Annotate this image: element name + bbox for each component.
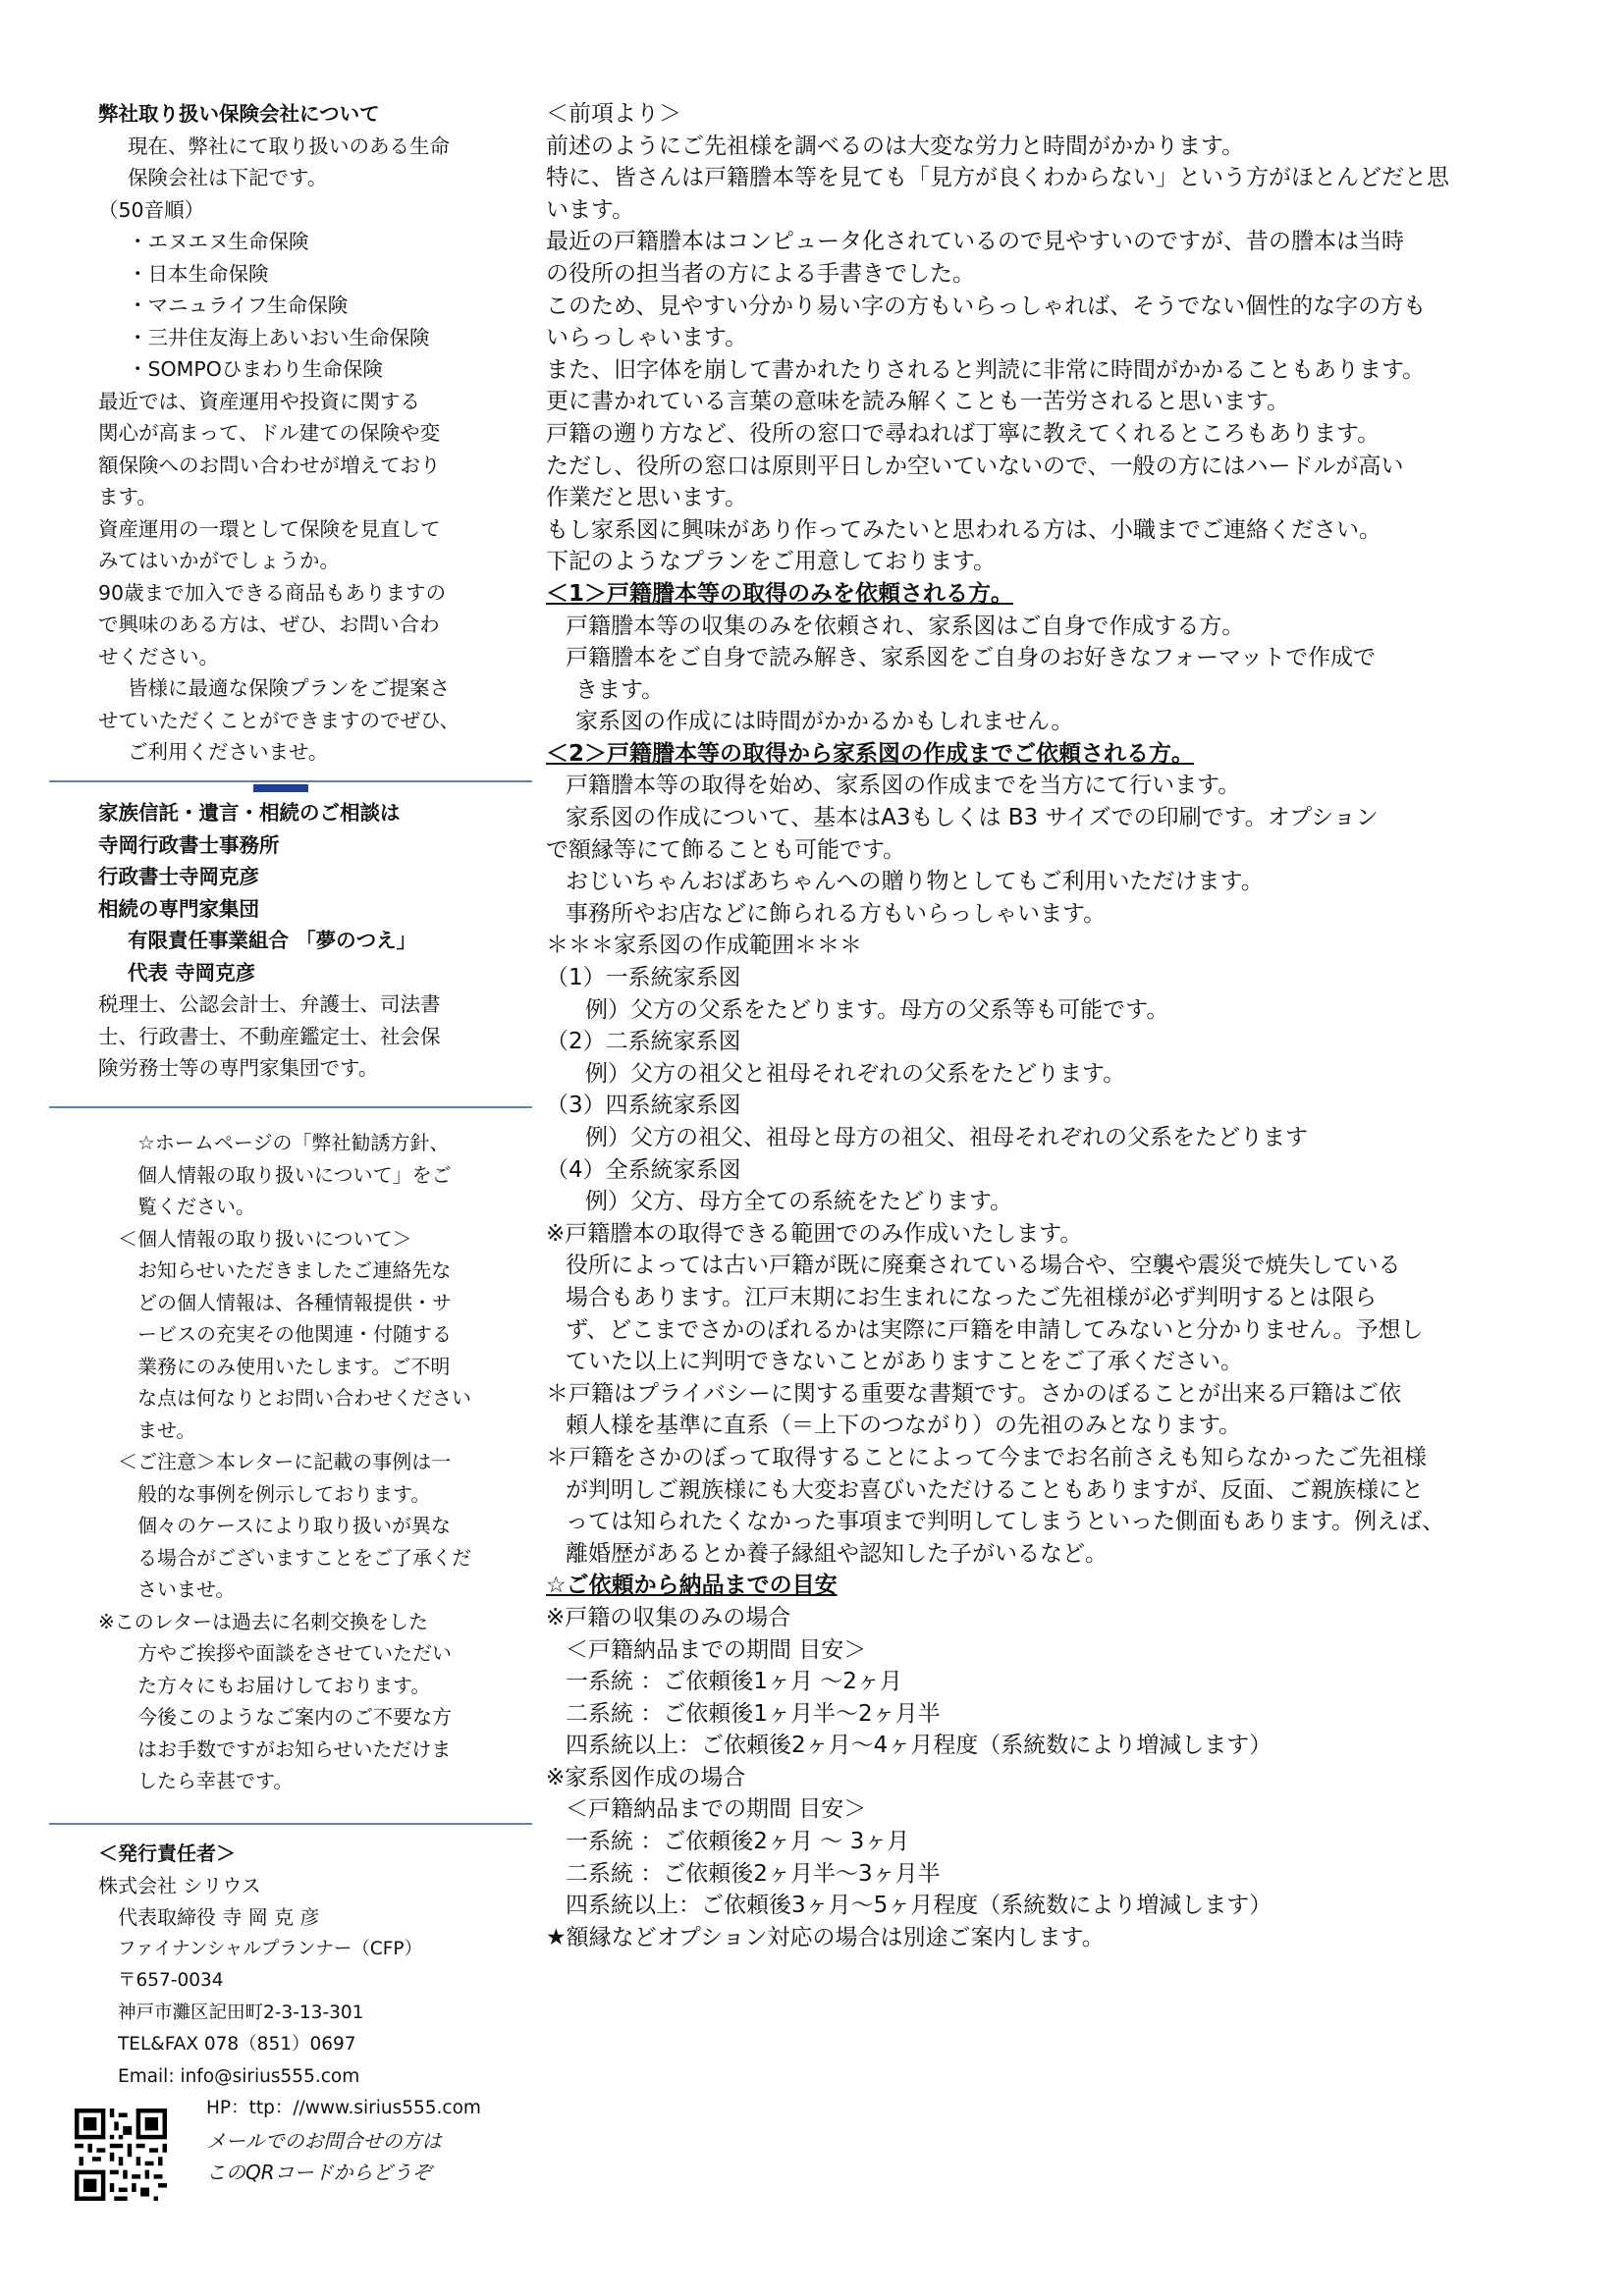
scope-head: （4）全系統家系図 — [546, 1156, 741, 1183]
publisher-email: Email: info@sirius555.com — [118, 2065, 360, 2087]
notice-text: 方やご挨拶や面談をさせていただい — [137, 1641, 452, 1665]
divider — [49, 1823, 532, 1825]
plan1-text: 戸籍謄本をご自身で読み解き、家系図をご自身のお好きなフォーマットで作成で — [566, 645, 1377, 671]
scope-title: ＊＊＊家系図の作成範囲＊＊＊ — [546, 933, 862, 959]
intro-text: また、旧字体を崩して書かれたりされると判読に非常に時間がかかることもあります。 — [546, 356, 1426, 383]
intro-text: 更に書かれている言葉の意味を読み解くことも一苦労されると思います。 — [546, 389, 1290, 415]
insurer-item: ・日本生命保険 — [128, 261, 269, 286]
intro-text: 最近の戸籍謄本はコンピュータ化されているので見やすいのですが、昔の謄本は当時 — [546, 229, 1404, 255]
publisher-zip: 〒657-0034 — [118, 1970, 224, 1991]
consult-heading: 相続の専門家集団 — [98, 896, 259, 921]
notice-text: したら幸甚です。 — [137, 1769, 294, 1792]
insurance-text: ご利用くださいませ。 — [128, 740, 329, 764]
intro-text: の役所の担当者の方による手書きでした。 — [546, 260, 975, 287]
divider — [49, 780, 532, 782]
insurer-item: ・マニュライフ生命保険 — [128, 294, 349, 317]
notice-text: ☆ホームページの「弊社勧誘方針、 — [137, 1131, 450, 1154]
notice-text: 業務にのみ使用いたします。ご不明 — [137, 1354, 451, 1378]
case2-sub: ＜戸籍納品までの期間 目安＞ — [566, 1796, 867, 1823]
notice-text: さいませ。 — [137, 1577, 236, 1601]
insurance-text: 皆様に最適な保険プランをご提案さ — [128, 676, 450, 700]
scope-example: 例）父方の祖父と祖母それぞれの父系をたどります。 — [585, 1060, 1126, 1087]
plan1-text: 戸籍謄本等の収集のみを依頼され、家系図はご自身で作成する方。 — [566, 613, 1245, 639]
case2-row: 四系統以上：ご依頼後3ヶ月～5ヶ月程度（系統数により増減します） — [566, 1893, 1272, 1919]
consult-heading: 有限責任事業組合 「夢のつえ」 — [128, 929, 417, 952]
qr-note: このQRコードからどうぞ — [206, 2161, 432, 2184]
note-text: 場合もあります。江戸末期にお生まれになったご先祖様が必ず判明するとは限ら — [566, 1284, 1378, 1310]
publisher-tel: TEL&FAX 078（851）0697 — [118, 2034, 356, 2055]
case2-row: 一系統 ：ご依頼後2ヶ月 ～ 3ヶ月 — [566, 1829, 910, 1855]
note-text: が判明しご親族様にも大変お喜びいただけることもありますが、反面、ご親族様にと — [566, 1476, 1424, 1503]
insurance-text: で興味のある方は、ぜひ、お問い合わ — [98, 613, 440, 636]
publisher-cfp: ファイナンシャルプランナー（CFP） — [118, 1938, 423, 1959]
consult-heading: 行政書士寺岡克彦 — [98, 865, 259, 888]
qr-code-icon[interactable] — [75, 2109, 167, 2201]
case1-sub: ＜戸籍納品までの期間 目安＞ — [566, 1636, 867, 1663]
notice-text: ませ。 — [137, 1417, 196, 1442]
insurance-text: 額保険へのお問い合わせが増えており — [98, 453, 441, 477]
scope-head: （2）二系統家系図 — [546, 1029, 741, 1055]
plan2-text: で額縁等にて飾ることも可能です。 — [546, 836, 906, 863]
intro-text: このため、見やすい分かり易い字の方もいらっしゃれば、そうでない個性的な字の方も — [546, 293, 1427, 319]
notice-text: お知らせいただきましたご連絡先な — [137, 1258, 452, 1282]
case1-row: 四系統以上：ご依頼後2ヶ月～4ヶ月程度（系統数により増減します） — [566, 1733, 1272, 1759]
insurance-text: 関心が高まって、ドル建ての保険や変 — [98, 421, 441, 445]
intro-text: 下記のようなプランをご用意しております。 — [546, 549, 997, 575]
note-text: 頼人様を基準に直系（＝上下のつながり）の先祖のみとなります。 — [566, 1413, 1242, 1439]
plan1-title: ＜1＞戸籍謄本等の取得のみを依頼される方。 — [546, 580, 1014, 607]
notice-text: ＜個人情報の取り扱いについて＞ — [118, 1226, 412, 1251]
intro-text: 前述のようにご先祖様を調べるのは大変な労力と時間がかかります。 — [546, 133, 1245, 159]
intro-text: 戸籍の遡り方など、役所の窓口で尋ねれば丁寧に教えてくれるところもあります。 — [546, 420, 1380, 447]
insurance-title: 弊社取り扱い保険会社について — [98, 102, 380, 126]
plan2-text: おじいちゃんおばあちゃんへの贈り物としてもご利用いただけます。 — [566, 869, 1264, 895]
consult-heading: 家族信託・遺言・相続のご相談は — [98, 801, 401, 825]
insurance-text: 資産運用の一環として保険を見直して — [98, 516, 441, 541]
notice-section — [98, 1127, 530, 1797]
scope-example: 例）父方の祖父、祖母と母方の祖父、祖母それぞれの父系をたどります — [585, 1125, 1308, 1150]
insurance-text: 保険会社は下記です。 — [128, 166, 328, 189]
case2-title: ※家系図作成の場合 — [546, 1764, 746, 1790]
note-text: 役所によっては古い戸籍が既に廃棄されている場合や、空襲や震災で焼失している — [566, 1253, 1401, 1279]
notice-text: はお手数ですがお知らせいただけま — [137, 1736, 452, 1761]
note-text: ※戸籍謄本の取得できる範囲でのみ作成いたします。 — [546, 1220, 1083, 1247]
case2-row: 二系統 ：ご依頼後2ヶ月半～3ヶ月半 — [566, 1860, 941, 1887]
note-text: ＊戸籍はプライバシーに関する重要な書類です。さかのぼることが出来る戸籍はご依 — [546, 1380, 1402, 1407]
consult-section — [98, 797, 530, 1085]
left-column — [98, 98, 530, 769]
intro-text: もし家系図に興味があり作ってみたいと思われる方は、小職までご連絡ください。 — [546, 516, 1381, 543]
notice-text: ※このレターは過去に名刺交換をした — [98, 1609, 428, 1633]
insurance-text: ます。 — [98, 485, 157, 508]
insurer-item: ・エヌエヌ生命保険 — [128, 230, 309, 253]
insurer-item: ・SOMPOひまわり生命保険 — [128, 357, 383, 381]
plan2-text: 家系図の作成について、基本はA3もしくは B3 サイズでの印刷です。オプション — [566, 805, 1379, 831]
intro-text: ＜前項より＞ — [546, 101, 681, 127]
intro-text: ただし、役所の窓口は原則平日しか空いていないので、一般の方にはハードルが高い — [546, 453, 1404, 479]
insurance-text: 現在、弊社にて取り扱いのある生命 — [128, 133, 450, 158]
insurer-item: ・三井住友海上あいおい生命保険 — [128, 325, 430, 349]
case1-title: ※戸籍の収集のみの場合 — [546, 1604, 791, 1630]
scope-example: 例）父方の父系をたどります。母方の父系等も可能です。 — [585, 996, 1169, 1023]
insurance-text: （50音順） — [98, 197, 205, 222]
notice-text: 個々のケースにより取り扱いが異な — [137, 1514, 451, 1537]
note-text: 離婚歴があるとか養子縁組や認知した子がいるなど。 — [566, 1540, 1108, 1567]
note-text: っては知られたくなかった事項まで判明してしまうといった側面もあります。例えば、 — [566, 1509, 1445, 1535]
publisher-title: ＜発行責任者＞ — [98, 1842, 236, 1865]
intro-text: 特に、皆さんは戸籍謄本等を見ても「見方が良くわからない」という方がほとんどだと思 — [546, 165, 1449, 191]
intro-text: います。 — [546, 196, 635, 223]
notice-text: 覧ください。 — [137, 1195, 255, 1218]
intro-text: いらっしゃいます。 — [546, 325, 748, 351]
plan1-text: きます。 — [575, 676, 665, 703]
notice-text: ービスの充実その他関連・付随する — [137, 1322, 452, 1346]
footer-note: ★額縁などオプション対応の場合は別途ご案内します。 — [546, 1924, 1105, 1950]
consult-text: 士、行政書士、不動産鑑定士、社会保 — [98, 1024, 441, 1048]
plan2-text: 戸籍謄本等の取得を始め、家系図の作成までを当方にて行います。 — [566, 773, 1241, 799]
case1-row: 二系統 ：ご依頼後1ヶ月半～2ヶ月半 — [566, 1700, 941, 1727]
notice-text: 今後このようなご案内のご不要な方 — [137, 1705, 452, 1729]
publisher-company: 株式会社 シリウス — [98, 1873, 261, 1897]
insurance-text: 最近では、資産運用や投資に関する — [98, 389, 420, 413]
insurance-text: せください。 — [98, 644, 219, 668]
intro-text: 作業だと思います。 — [546, 485, 748, 511]
insurance-text: せていただくことができますのでぜひ、 — [98, 708, 460, 732]
plan1-text: 家系図の作成には時間がかかるかもしれません。 — [575, 709, 1074, 735]
consult-text: 険労務士等の専門家集団です。 — [98, 1056, 379, 1080]
scope-head: （3）四系統家系図 — [546, 1093, 741, 1119]
notice-text: 般的な事例を例示しております。 — [137, 1481, 431, 1506]
notice-text: な点は何なりとお問い合わせください — [137, 1386, 471, 1410]
schedule-title: ☆ご依頼から納品までの目安 — [546, 1573, 838, 1599]
right-column — [546, 98, 1538, 1953]
plan2-text: 事務所やお店などに飾られる方もいらっしゃいます。 — [566, 900, 1107, 927]
qr-note: メールでのお問合せの方は — [206, 2128, 442, 2153]
publisher-address: 神戸市灘区記田町2-3-13-301 — [118, 2002, 364, 2023]
case1-row: 一系統 ：ご依頼後1ヶ月 ～2ヶ月 — [566, 1669, 902, 1695]
notice-text: た方々にもお届けしております。 — [137, 1673, 431, 1697]
divider — [49, 1106, 532, 1108]
consult-heading: 寺岡行政書士事務所 — [98, 832, 280, 857]
insurance-text: 90歳まで加入できる商品もありますの — [98, 580, 447, 605]
insurance-text: みてはいかがでしょうか。 — [98, 549, 340, 572]
divider-accent — [253, 784, 308, 792]
scope-head: （1）一系統家系図 — [546, 965, 741, 991]
publisher-rep: 代表取締役 寺 岡 克 彦 — [118, 1905, 320, 1929]
scope-example: 例）父方、母方全ての系統をたどります。 — [585, 1189, 1013, 1215]
note-text: ＊戸籍をさかのぼって取得することによって今までお名前さえも知らなかったご先祖様 — [546, 1444, 1427, 1470]
notice-text: る場合がございますことをご了承くだ — [137, 1545, 471, 1570]
consult-heading: 代表 寺岡克彦 — [128, 960, 256, 985]
note-text: ず、どこまでさかのぼれるかは実際に戸籍を申請してみないと分かりません。予想し — [566, 1316, 1424, 1343]
notice-text: 個人情報の取り扱いについて」をご — [137, 1162, 452, 1187]
notice-text: ＜ご注意＞本レターに記載の事例は一 — [118, 1450, 452, 1473]
notice-text: どの個人情報は、各種情報提供・サ — [137, 1290, 452, 1314]
consult-text: 税理士、公認会計士、弁護士、司法書 — [98, 992, 441, 1016]
publisher-hp: HP：ttp：//www.sirius555.com — [206, 2098, 481, 2118]
note-text: ていた以上に判明できないことがありますことをご了承ください。 — [566, 1349, 1243, 1375]
plan2-title: ＜2＞戸籍謄本等の取得から家系図の作成までご依頼される方。 — [546, 740, 1195, 767]
